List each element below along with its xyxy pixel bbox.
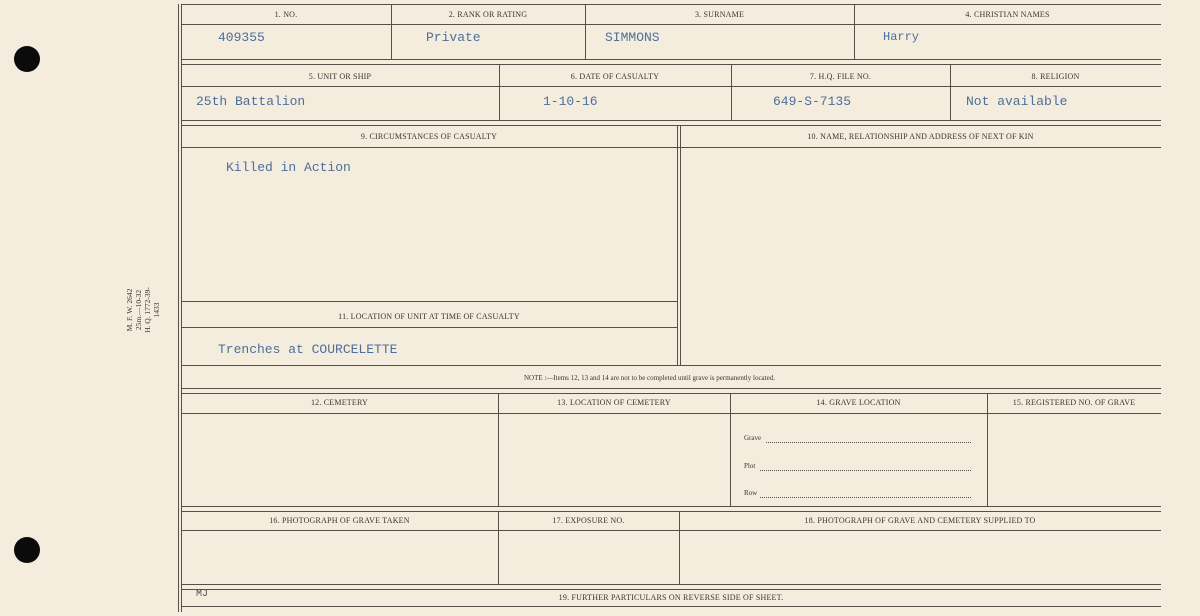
label-further-particulars: 19. FURTHER PARTICULARS ON REVERSE SIDE OF SHEET. [558, 593, 784, 602]
row3-sub-top [181, 301, 677, 302]
label-registered-no: 15. REGISTERED NO. OF GRAVE [1012, 398, 1136, 407]
value-circumstances: Killed in Action [226, 160, 351, 175]
label-date: 6. DATE OF CASUALTY [570, 72, 660, 81]
row5-bottom [181, 584, 1161, 590]
row-field-label: Row [744, 489, 758, 497]
row3-label-rule [181, 147, 1161, 148]
hq-reference: H. Q. 1772-39-1433 [143, 287, 161, 333]
label-religion: 8. RELIGION [1031, 72, 1080, 81]
value-unit: 25th Battalion [196, 94, 306, 109]
label-christian-names: 4. CHRISTIAN NAMES [965, 10, 1050, 19]
row1-top [181, 4, 1161, 5]
label-unit: 5. UNIT OR SHIP [308, 72, 372, 81]
form-reference [125, 280, 195, 340]
punch-hole-bottom [14, 537, 40, 563]
clerk-initials: MJ [196, 589, 209, 600]
row4-div2 [730, 393, 731, 506]
value-christian-names: Harry [883, 30, 920, 44]
row4-label-rule [181, 413, 1161, 414]
value-surname: SIMMONS [605, 30, 660, 45]
label-location-of-cemetery: 13. LOCATION OF CEMETERY [557, 398, 671, 407]
label-exposure-no: 17. EXPOSURE NO. [552, 516, 625, 525]
value-number: 409355 [218, 30, 265, 45]
row3-divider [677, 125, 678, 365]
row1-bottom [181, 59, 1161, 65]
label-rank: 2. RANK OR RATING [448, 10, 528, 19]
value-rank: Private [426, 30, 481, 45]
frame-left [178, 4, 179, 612]
label-cemetery: 12. CEMETERY [310, 398, 369, 407]
label-photograph-taken: 16. PHOTOGRAPH OF GRAVE TAKEN [269, 516, 410, 525]
label-grave-location: 14. GRAVE LOCATION [816, 398, 901, 407]
value-location-of-unit: Trenches at COURCELETTE [218, 342, 398, 357]
value-religion: Not available [966, 94, 1068, 109]
punch-hole-top [14, 46, 40, 72]
value-date: 1-10-16 [543, 94, 598, 109]
plot-field-line [760, 469, 971, 471]
form-number: M. F. W. 2642 [125, 288, 134, 332]
label-circumstances: 9. CIRCUMSTANCES OF CASUALTY [360, 132, 498, 141]
row4-bottom [181, 506, 1161, 512]
note-rule [181, 388, 1161, 394]
grave-field-line [766, 441, 971, 443]
label-number: 1. NO. [274, 10, 298, 19]
grave-field-label: Grave [744, 434, 762, 442]
row1-label-rule [181, 24, 1161, 25]
label-surname: 3. SURNAME [694, 10, 745, 19]
print-run: 25m.—10-32 [134, 289, 143, 331]
row3-divider-b [680, 125, 681, 365]
row4-div3 [987, 393, 988, 506]
row4-div1 [498, 393, 499, 506]
label-photograph-supplied: 18. PHOTOGRAPH OF GRAVE AND CEMETERY SUPPLIED TO [804, 516, 1036, 525]
row2-label-rule [181, 86, 1161, 87]
label-hq-file: 7. H.Q. FILE NO. [809, 72, 872, 81]
row-field-line [760, 496, 971, 498]
value-hq-file: 649-S-7135 [773, 94, 852, 109]
row3-sub-rule [181, 327, 677, 328]
completion-note: NOTE :—Items 12, 13 and 14 are not to be completed until grave is permanently located. [524, 374, 775, 382]
plot-field-label: Plot [744, 462, 756, 470]
row5-label-rule [181, 530, 1161, 531]
row2-bottom [181, 120, 1161, 126]
row3-bottom [181, 365, 1161, 366]
frame-bottom [181, 606, 1161, 607]
label-location-of-unit: 11. LOCATION OF UNIT AT TIME OF CASUALTY [338, 312, 520, 321]
label-next-of-kin: 10. NAME, RELATIONSHIP AND ADDRESS OF NEXT OF KIN [807, 132, 1034, 141]
